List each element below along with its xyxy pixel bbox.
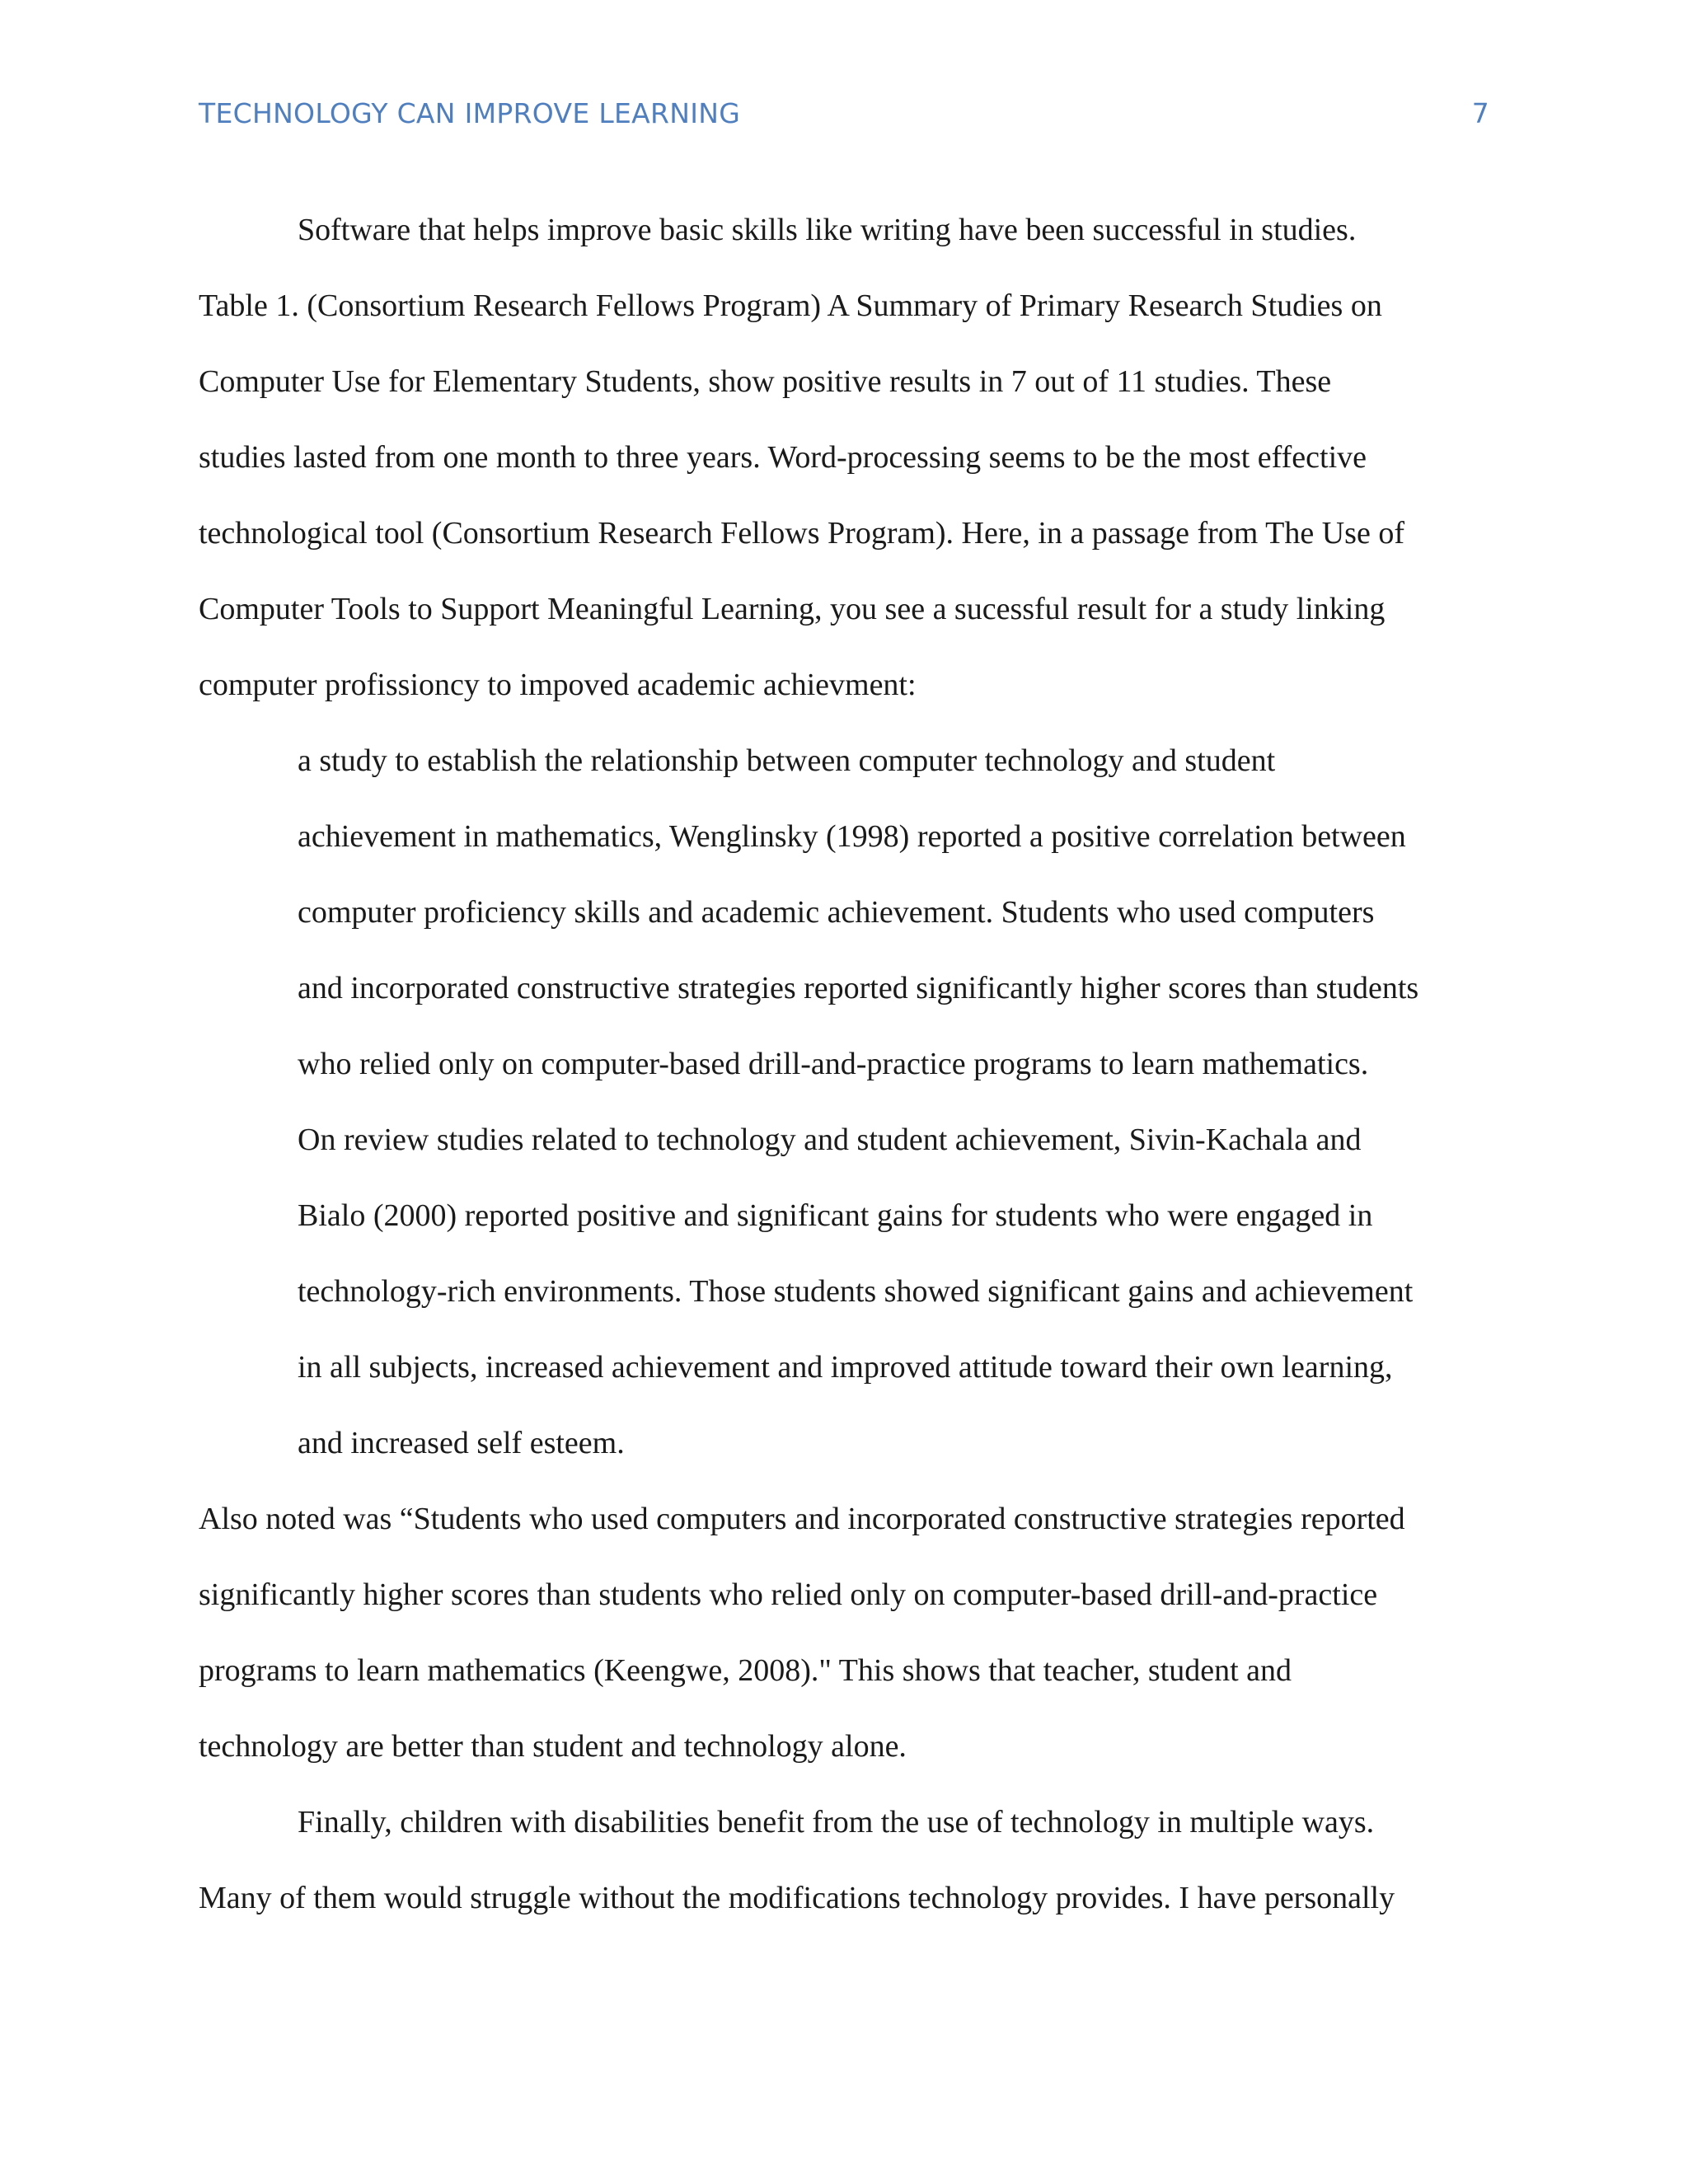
text-line: technology are better than student and technology alone.: [199, 1729, 907, 1764]
text-line: Computer Tools to Support Meaningful Learning, you see a sucessful result for a study linking: [199, 592, 1386, 626]
quote-line: computer proficiency skills and academic achievement. Students who used computers: [298, 895, 1375, 930]
quote-line: in all subjects, increased achievement and improved attitude toward their own learning,: [298, 1350, 1393, 1385]
running-head-title: TECHNOLOGY CAN IMPROVE LEARNING: [199, 97, 741, 129]
text-line: Computer Use for Elementary Students, show positive results in 7 out of 11 studies. These: [199, 364, 1332, 399]
text-line: computer profissioncy to impoved academic achievment:: [199, 668, 917, 702]
quote-line: Bialo (2000) reported positive and significant gains for students who were engaged in: [298, 1198, 1373, 1233]
text-line: Many of them would struggle without the modifications technology provides. I have personally: [199, 1881, 1395, 1915]
body-text: [199, 192, 1489, 1936]
page-header: [199, 97, 1489, 143]
text-line: Table 1. (Consortium Research Fellows Program) A Summary of Primary Research Studies on: [199, 288, 1382, 323]
text-line: technological tool (Consortium Research Fellows Program). Here, in a passage from The Use of: [199, 516, 1404, 551]
text-line: studies lasted from one month to three years. Word-processing seems to be the most effective: [199, 440, 1367, 475]
text-line: Also noted was “Students who used computers and incorporated constructive strategies reported: [199, 1502, 1405, 1536]
quote-line: a study to establish the relationship between computer technology and student: [298, 743, 1276, 778]
quote-line: and increased self esteem.: [298, 1426, 625, 1460]
page-number: 7: [1471, 97, 1489, 129]
paragraph-1: [199, 192, 1489, 723]
quote-line: achievement in mathematics, Wenglinsky (1998) reported a positive correlation between: [298, 819, 1406, 854]
text-line: Software that helps improve basic skills like writing have been successful in studies.: [298, 213, 1357, 247]
block-quote: [199, 723, 1489, 1481]
text-line: programs to learn mathematics (Keengwe, 2008)." This shows that teacher, student and: [199, 1653, 1292, 1688]
paragraph-3: [199, 1784, 1489, 1936]
paragraph-2: [199, 1481, 1489, 1784]
quote-line: and incorporated constructive strategies reported significantly higher scores than students: [298, 971, 1419, 1005]
text-line: Finally, children with disabilities benefit from the use of technology in multiple ways.: [298, 1805, 1375, 1840]
quote-line: technology-rich environments. Those students showed significant gains and achievement: [298, 1274, 1414, 1309]
quote-line: who relied only on computer-based drill-and-practice programs to learn mathematics.: [298, 1047, 1369, 1081]
text-line: significantly higher scores than students who relied only on computer-based drill-and-practice: [199, 1577, 1378, 1612]
quote-line: On review studies related to technology and student achievement, Sivin-Kachala and: [298, 1122, 1362, 1157]
